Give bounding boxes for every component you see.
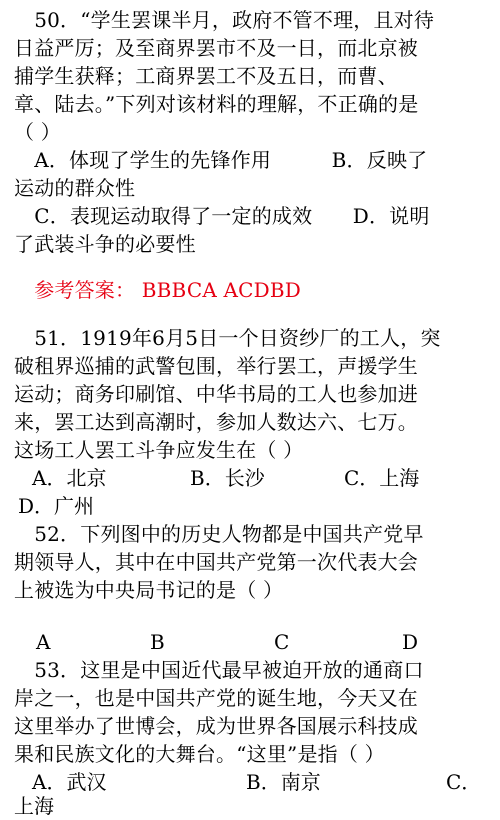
q53-option-b: B．南京: [246, 770, 321, 794]
q51-options-row: [14, 464, 494, 492]
q52-option-d: D: [402, 630, 419, 654]
q53-line-1: 53．这里是中国近代最早被迫开放的通商口: [14, 658, 424, 682]
q50-option-line-1: A．体现了学生的先锋作用 B．反映了: [14, 148, 428, 172]
q52-line-1: 52．下列图中的历史人物都是中国共产党早: [14, 522, 424, 546]
q51-line-1: 51．1919年6月5日一个日资纱厂的工人，突: [14, 326, 441, 350]
q50-option-line-4: 了武装斗争的必要性: [14, 232, 196, 256]
q51-option-a: A．北京: [32, 466, 107, 490]
q51-option-d: D．广州: [18, 494, 95, 518]
q50-line-2: 日益严厉；及至商界罢市不及一日，而北京被: [14, 36, 418, 60]
q53-line-4: 果和民族文化的大舞台。“这里”是指（ ）: [14, 742, 385, 766]
answer-key: 参考答案： BBBCA ACDBD: [14, 278, 302, 302]
q53-option-c-continued: 上海: [14, 794, 54, 818]
q50-line-3: 捕学生获释；工商界罢工不及五日，而曹、: [14, 64, 398, 88]
q50-line-1: 50．“学生罢课半月，政府不管不理，且对待: [14, 8, 435, 32]
q51-line-4: 来，罢工达到高潮时，参加人数达六、七万。: [14, 410, 418, 434]
q52-options-row: [14, 628, 494, 656]
q52-option-a: A: [36, 630, 51, 654]
q52-line-3: 上被选为中央局书记的是（ ）: [14, 578, 284, 602]
q53-options-row-2: [14, 792, 494, 820]
q51-line-5: 这场工人罢工斗争应发生在（ ）: [14, 438, 304, 462]
q50-line-4: 章、陆去。”下列对该材料的理解，不正确的是: [14, 92, 419, 116]
q53-line-2: 岸之一，也是中国共产党的诞生地，今天又在: [14, 686, 418, 710]
q53-line-3: 这里举办了世博会，成为世界各国展示科技成: [14, 714, 418, 738]
q51-line-2: 破租界巡捕的武警包围，举行罢工，声援学生: [14, 354, 418, 378]
q53-option-c: C．: [446, 770, 482, 794]
q50-line-5: （ ）: [14, 120, 61, 144]
q50-option-line-2: 运动的群众性: [14, 176, 136, 200]
q50-option-line-3: C．表现运动取得了一定的成效 D．说明: [14, 204, 430, 228]
q51-option-b: B．长沙: [190, 466, 265, 490]
q52-line-2: 期领导人，其中在中国共产党第一次代表大会: [14, 550, 418, 574]
q51-option-c: C．上海: [344, 466, 420, 490]
q51-line-3: 运动；商务印刷馆、中华书局的工人也参加进: [14, 382, 418, 406]
q52-option-c: C: [274, 630, 290, 654]
q52-option-b: B: [150, 630, 165, 654]
q53-option-a: A．武汉: [32, 770, 107, 794]
q51-options-row-2: [14, 492, 494, 520]
